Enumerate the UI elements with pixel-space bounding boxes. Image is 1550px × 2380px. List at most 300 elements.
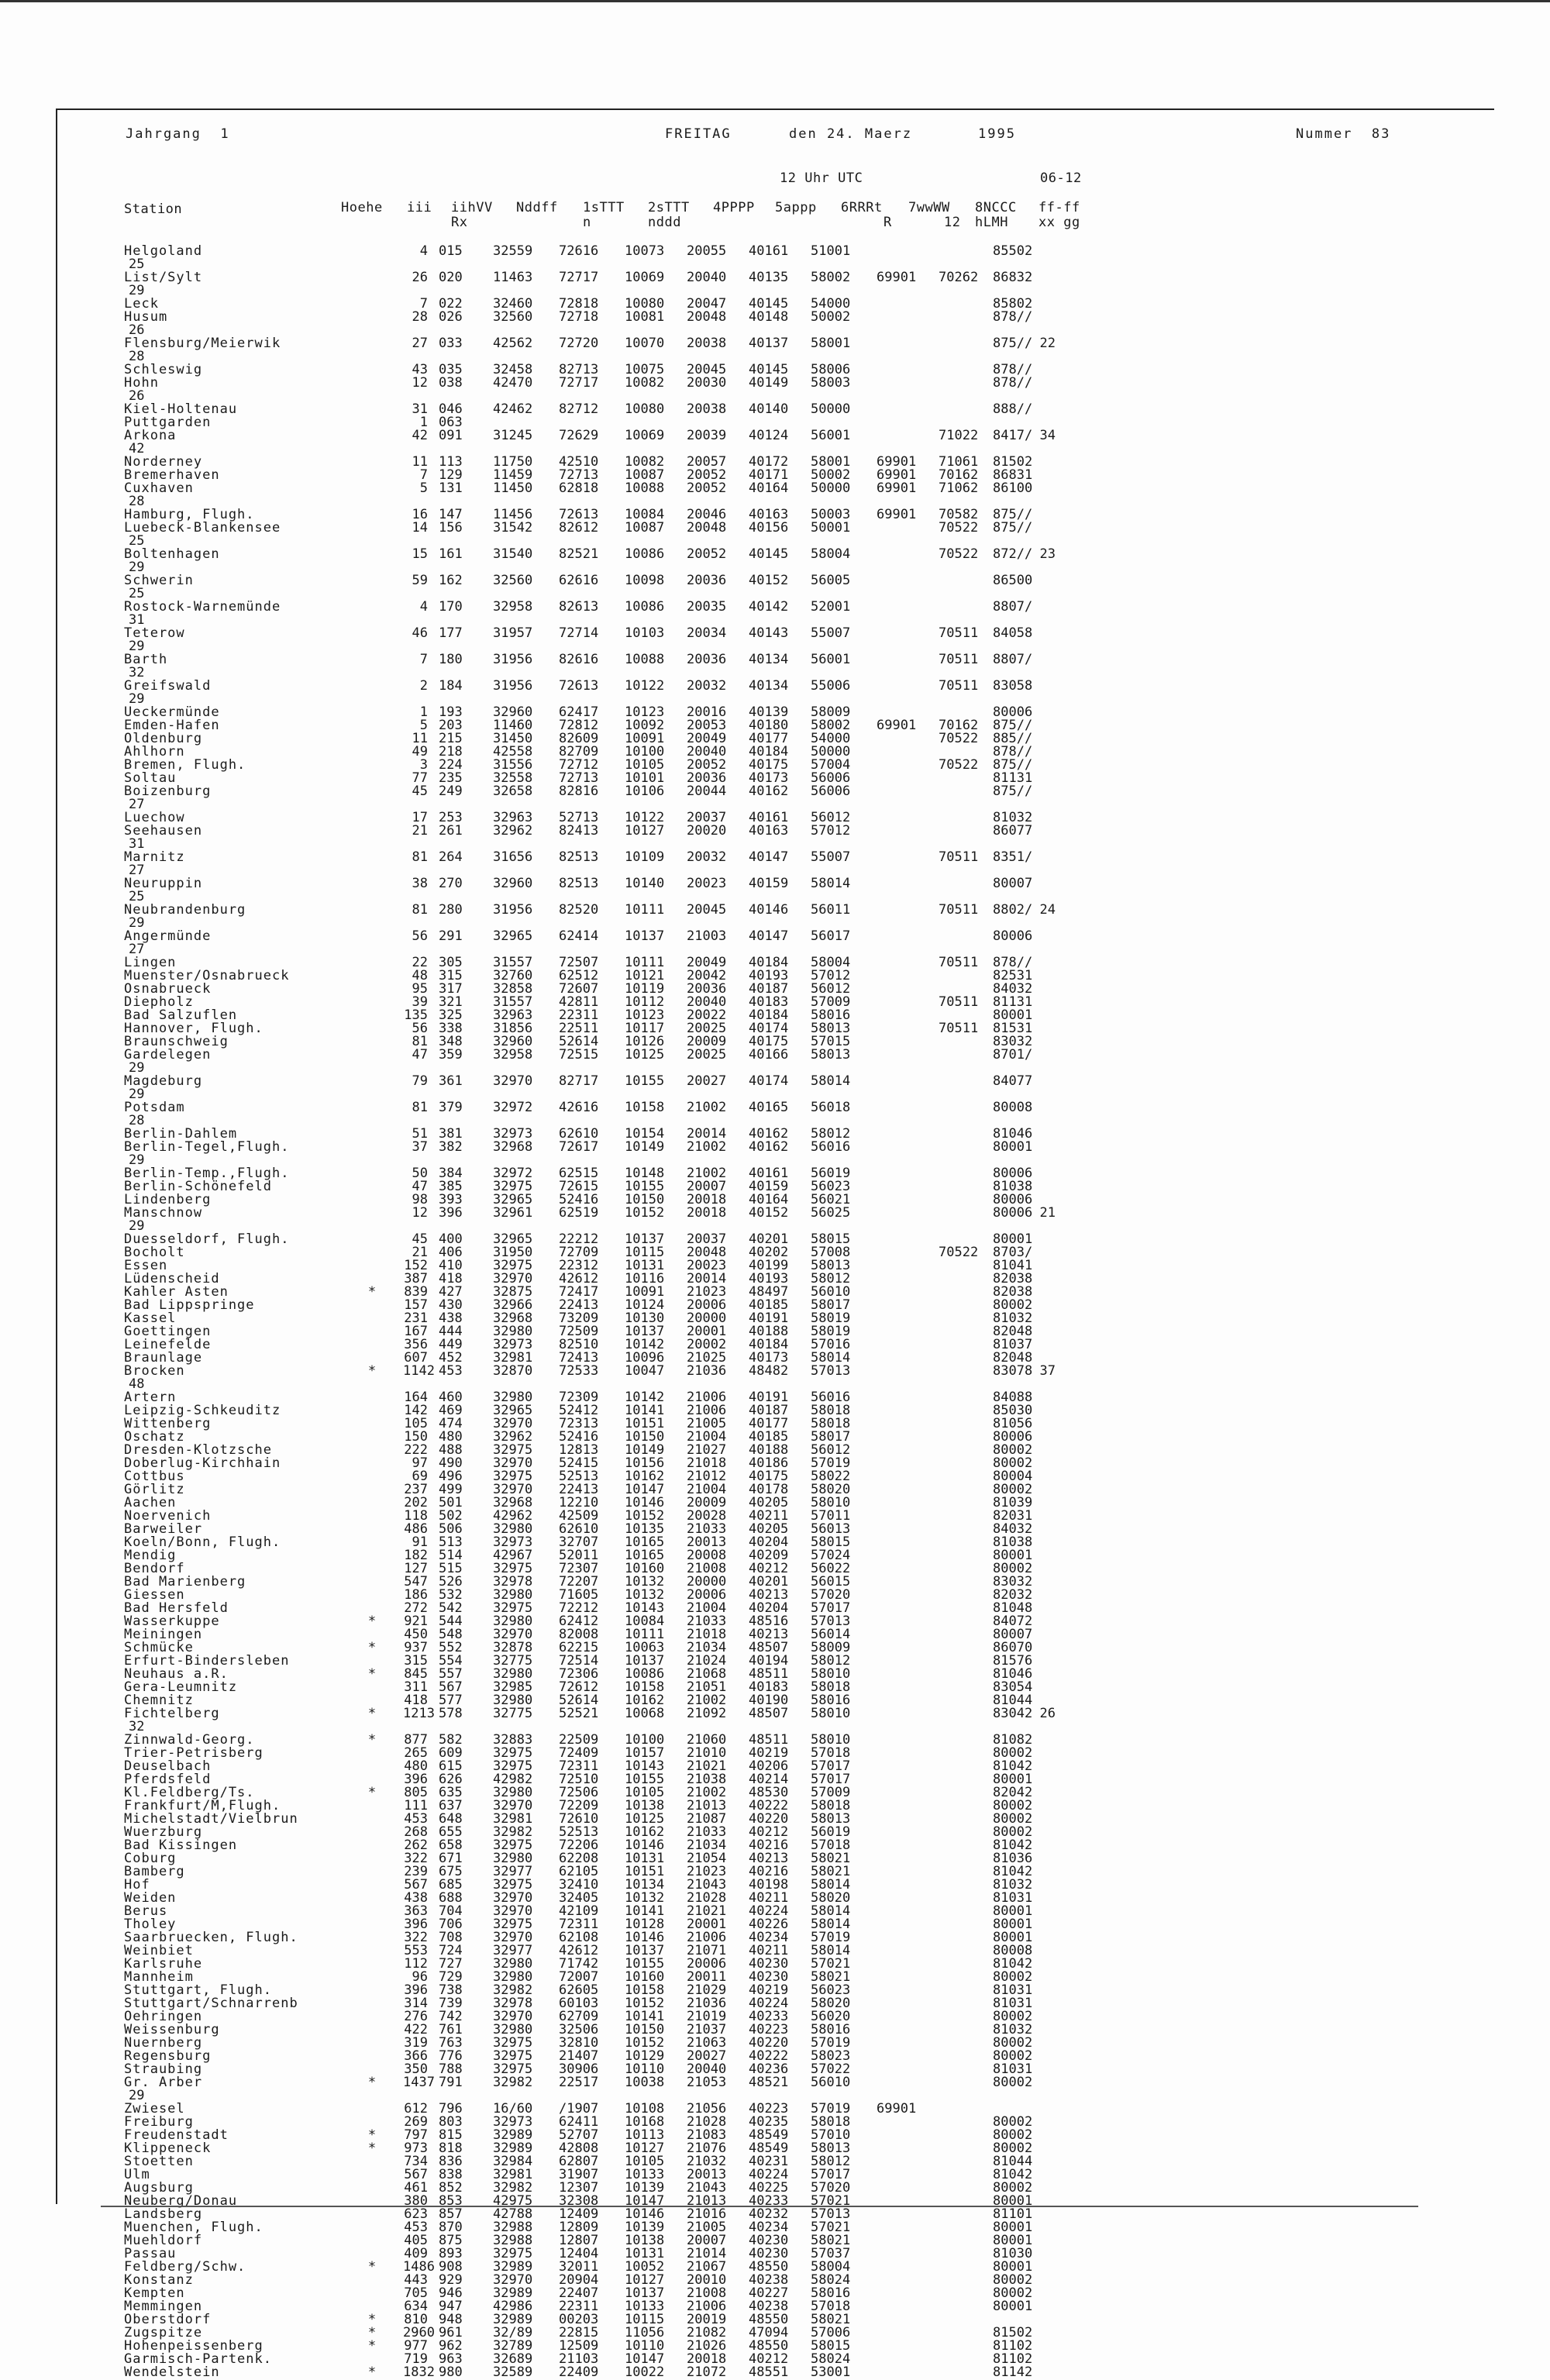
cell-5appp: 58013 — [811, 1021, 851, 1036]
cell-ffgg: 29 — [129, 1218, 145, 1234]
cell-1sttt: 10125 — [625, 1811, 665, 1827]
cell-iihvv: 31556 — [493, 757, 533, 773]
cell-iihvv: 32980 — [493, 1587, 533, 1603]
cell-4pppp: 48550 — [749, 2259, 789, 2275]
cell-7wwww: 70522 — [939, 757, 979, 773]
cell-station: Gr. Arber — [124, 2075, 203, 2090]
cell-nddff: 72311 — [559, 1758, 599, 1774]
cell-8nccc: 81042 — [993, 1956, 1033, 1972]
cell-station: Augsburg — [124, 2180, 194, 2196]
cell-iihvv: 32970 — [493, 1627, 533, 1642]
cell-4pppp: 48549 — [749, 2127, 789, 2143]
cell-5appp: 56011 — [811, 902, 851, 918]
cell-iihvv: 32970 — [493, 1482, 533, 1497]
cell-5appp: 58012 — [811, 2154, 851, 2169]
cell-iii: 438 — [439, 1311, 463, 1326]
cell-station: Lingen — [124, 955, 177, 970]
cell-station: Essen — [124, 1258, 168, 1273]
cell-hoehe: 322 — [404, 1930, 428, 1945]
cell-nddff: 72717 — [559, 375, 599, 391]
cell-2sttt: 21006 — [687, 1403, 727, 1418]
cell-iihvv: 32989 — [493, 2141, 533, 2156]
cell-station: Aachen — [124, 1495, 177, 1510]
cell-1sttt: 10142 — [625, 1337, 665, 1352]
cell-4pppp: 40216 — [749, 1838, 789, 1853]
cell-7wwww: 71062 — [939, 480, 979, 496]
cell-8nccc: 80002 — [993, 2075, 1033, 2090]
cell-mark: * — [367, 1614, 377, 1629]
cell-2sttt: 20048 — [687, 1245, 727, 1260]
cell-8nccc: 83054 — [993, 1679, 1033, 1695]
cell-iihvv: 32989 — [493, 2285, 533, 2301]
cell-hoehe: 202 — [404, 1495, 428, 1510]
cell-ffgg: 42 — [129, 441, 145, 456]
cell-station: Stoetten — [124, 2154, 194, 2169]
table-row — [124, 627, 1162, 653]
cell-iihvv: 32962 — [493, 823, 533, 839]
cell-6rrrt: 69901 — [877, 480, 917, 496]
cell-8nccc: 86070 — [993, 1640, 1033, 1655]
cell-5appp: 58012 — [811, 1653, 851, 1669]
cell-iii: 776 — [439, 2048, 463, 2064]
cell-5appp: 57009 — [811, 1785, 851, 1800]
cell-station: Mendig — [124, 1548, 177, 1563]
cell-1sttt: 10168 — [625, 2114, 665, 2130]
cell-ffxx: 34 — [1039, 428, 1056, 443]
cell-iihvv: 32970 — [493, 1271, 533, 1286]
cell-station: Ahlhorn — [124, 744, 185, 759]
cell-nddff: 72720 — [559, 336, 599, 351]
cell-5appp: 51001 — [811, 243, 851, 259]
cell-8nccc: 80002 — [993, 1969, 1033, 1985]
cell-8nccc: 8807/ — [993, 652, 1033, 667]
cell-iii: 184 — [439, 678, 463, 694]
cell-4pppp: 40198 — [749, 1877, 789, 1893]
cell-nddff: 72615 — [559, 1179, 599, 1194]
cell-2sttt: 20048 — [687, 309, 727, 325]
cell-2sttt: 20006 — [687, 1587, 727, 1603]
cell-iihvv: 31956 — [493, 678, 533, 694]
cell-5appp: 50002 — [811, 309, 851, 325]
cell-nddff: 22511 — [559, 1021, 599, 1036]
cell-5appp: 53001 — [811, 2365, 851, 2380]
cell-iii: 515 — [439, 1561, 463, 1576]
cell-ffxx: 22 — [1039, 336, 1056, 351]
cell-nddff: 72514 — [559, 1653, 599, 1669]
cell-iii: 131 — [439, 480, 463, 496]
cell-5appp: 56012 — [811, 981, 851, 997]
cell-7wwww: 70162 — [939, 467, 979, 483]
cell-4pppp: 40238 — [749, 2299, 789, 2314]
cell-5appp: 58004 — [811, 546, 851, 562]
cell-iihvv: 32980 — [493, 1851, 533, 1866]
cell-iii: 948 — [439, 2312, 463, 2327]
cell-8nccc: 80002 — [993, 2285, 1033, 2301]
cell-nddff: 82520 — [559, 902, 599, 918]
cell-8nccc: 80002 — [993, 2048, 1033, 2064]
cell-station: Helgoland — [124, 243, 203, 259]
year-label: 1995 — [978, 126, 1016, 142]
cell-4pppp: 40191 — [749, 1311, 789, 1326]
cell-8nccc: 81044 — [993, 2154, 1033, 2169]
cell-nddff: 82816 — [559, 784, 599, 799]
cell-4pppp: 40230 — [749, 1956, 789, 1972]
cell-ffgg: 31 — [129, 612, 145, 628]
cell-station: Tholey — [124, 1917, 177, 1932]
cell-hoehe: 22 — [412, 955, 428, 970]
cell-nddff: 22413 — [559, 1482, 599, 1497]
cell-mark: * — [367, 2325, 377, 2340]
cell-hoehe: 4 — [419, 243, 428, 259]
cell-iii: 501 — [439, 1495, 463, 1510]
cell-4pppp: 40175 — [749, 757, 789, 773]
cell-5appp: 58009 — [811, 704, 851, 720]
cell-iii: 469 — [439, 1403, 463, 1418]
table-row — [124, 2247, 1162, 2261]
cell-iii: 338 — [439, 1021, 463, 1036]
cell-hoehe: 1213 — [403, 1706, 435, 1721]
cell-2sttt: 20052 — [687, 757, 727, 773]
cell-1sttt: 10073 — [625, 243, 665, 259]
cell-5appp: 58004 — [811, 955, 851, 970]
cell-iii: 729 — [439, 1969, 463, 1985]
cell-8nccc: 872// — [993, 546, 1033, 562]
cell-station: Schmücke — [124, 1640, 194, 1655]
cell-hoehe: 269 — [404, 2114, 428, 2130]
cell-station: Kassel — [124, 1311, 177, 1326]
cell-station: Ulm — [124, 2167, 150, 2182]
cell-nddff: 52614 — [559, 1693, 599, 1708]
cell-hoehe: 164 — [404, 1390, 428, 1405]
cell-5appp: 56022 — [811, 1561, 851, 1576]
cell-4pppp: 40147 — [749, 928, 789, 944]
cell-2sttt: 20007 — [687, 1179, 727, 1194]
cell-station: Magdeburg — [124, 1073, 203, 1089]
cell-4pppp: 48530 — [749, 1785, 789, 1800]
cell-nddff: 31907 — [559, 2167, 599, 2182]
cell-station: Neuhaus a.R. — [124, 1666, 229, 1682]
cell-7wwww: 70511 — [939, 652, 979, 667]
cell-nddff: 52521 — [559, 1706, 599, 1721]
cell-station: Greifswald — [124, 678, 212, 694]
cell-2sttt: 21029 — [687, 1982, 727, 1998]
cell-5appp: 56023 — [811, 1179, 851, 1194]
cell-iihvv: 42788 — [493, 2206, 533, 2222]
cell-iii: 514 — [439, 1548, 463, 1563]
cell-nddff: 42612 — [559, 1943, 599, 1958]
cell-1sttt: 10155 — [625, 1073, 665, 1089]
cell-4pppp: 40139 — [749, 704, 789, 720]
cell-nddff: 21407 — [559, 2048, 599, 2064]
cell-2sttt: 21010 — [687, 1745, 727, 1761]
cell-4pppp: 48497 — [749, 1284, 789, 1300]
cell-nddff: 22509 — [559, 1732, 599, 1748]
cell-nddff: 72311 — [559, 1917, 599, 1932]
cell-hoehe: 43 — [412, 362, 428, 377]
cell-4pppp: 40201 — [749, 1574, 789, 1590]
cell-nddff: 52614 — [559, 1034, 599, 1049]
cell-4pppp: 40234 — [749, 2220, 789, 2235]
cell-8nccc: 875// — [993, 718, 1033, 733]
cell-8nccc: 80006 — [993, 1205, 1033, 1221]
cell-iii: 980 — [439, 2365, 463, 2380]
cell-8nccc: 80001 — [993, 2220, 1033, 2235]
cell-nddff: 72417 — [559, 1284, 599, 1300]
cell-nddff: 72313 — [559, 1416, 599, 1431]
cell-8nccc: 81031 — [993, 2061, 1033, 2077]
cell-station: Muenchen, Flugh. — [124, 2220, 264, 2235]
cell-iihvv: 32589 — [493, 2365, 533, 2380]
cell-iihvv: 32970 — [493, 1798, 533, 1813]
cell-station: Berlin-Temp.,Flugh. — [124, 1166, 290, 1181]
cell-iihvv: 32982 — [493, 2180, 533, 2196]
cell-nddff: 72515 — [559, 1047, 599, 1063]
cell-8nccc: 8802/ — [993, 902, 1033, 918]
cell-8nccc: 878// — [993, 309, 1033, 325]
cell-1sttt: 10100 — [625, 744, 665, 759]
cell-4pppp: 48507 — [749, 1706, 789, 1721]
cell-hoehe: 81 — [412, 1100, 428, 1115]
cell-hoehe: 150 — [404, 1429, 428, 1445]
cell-station: Hamburg, Flugh. — [124, 507, 255, 522]
cell-5appp: 50001 — [811, 520, 851, 536]
cell-iihvv: 32963 — [493, 1007, 533, 1023]
cell-8nccc: 80001 — [993, 2233, 1033, 2248]
cell-5appp: 57018 — [811, 2299, 851, 2314]
cell-hoehe: 51 — [412, 1126, 428, 1142]
cell-2sttt: 20018 — [687, 1205, 727, 1221]
cell-2sttt: 21043 — [687, 2180, 727, 2196]
cell-1sttt: 10157 — [625, 1745, 665, 1761]
cell-2sttt: 20014 — [687, 1126, 727, 1142]
cell-iihvv: 31557 — [493, 955, 533, 970]
cell-iihvv: 11463 — [493, 270, 533, 285]
cell-1sttt: 10131 — [625, 1258, 665, 1273]
table-row — [124, 1707, 1162, 1734]
cell-hoehe: 977 — [404, 2338, 428, 2354]
cell-hoehe: 12 — [412, 1205, 428, 1221]
cell-7wwww: 70511 — [939, 902, 979, 918]
cell-5appp: 56001 — [811, 652, 851, 667]
cell-8nccc: 84058 — [993, 625, 1033, 641]
cell-station: Bocholt — [124, 1245, 185, 1260]
cell-iihvv: 32975 — [493, 2048, 533, 2064]
cell-5appp: 58014 — [811, 876, 851, 891]
cell-iii: 400 — [439, 1231, 463, 1247]
cell-4pppp: 40177 — [749, 731, 789, 746]
cell-nddff: 82612 — [559, 520, 599, 536]
cell-station: Meiningen — [124, 1627, 203, 1642]
cell-station: Leipzig-Schkeuditz — [124, 1403, 281, 1418]
cell-5appp: 57017 — [811, 1600, 851, 1616]
cell-hoehe: 118 — [404, 1508, 428, 1524]
cell-station: Garmisch-Partenk. — [124, 2351, 272, 2367]
cell-station: Freiburg — [124, 2114, 194, 2130]
table-row — [124, 2353, 1162, 2366]
cell-1sttt: 10098 — [625, 573, 665, 588]
cell-iii: 893 — [439, 2246, 463, 2261]
cell-iii: 270 — [439, 876, 463, 891]
cell-station: Berus — [124, 1903, 168, 1919]
cell-4pppp: 40184 — [749, 1337, 789, 1352]
cell-2sttt: 20049 — [687, 955, 727, 970]
cell-5appp: 57008 — [811, 1245, 851, 1260]
cell-hoehe: 734 — [404, 2154, 428, 2169]
cell-station: Braunlage — [124, 1350, 203, 1366]
cell-ffgg: 29 — [129, 1152, 145, 1168]
cell-5appp: 56006 — [811, 770, 851, 786]
cell-1sttt: 10080 — [625, 296, 665, 312]
cell-hoehe: 262 — [404, 1838, 428, 1853]
cell-8nccc: 81031 — [993, 1982, 1033, 1998]
cell-station: Doberlug-Kirchhain — [124, 1455, 281, 1471]
cell-mark: * — [367, 1640, 377, 1655]
cell-iihvv: 32970 — [493, 1455, 533, 1471]
cell-2sttt: 21083 — [687, 2127, 727, 2143]
cell-2sttt: 21053 — [687, 2075, 727, 2090]
cell-1sttt: 10105 — [625, 2154, 665, 2169]
cell-4pppp: 40152 — [749, 1205, 789, 1221]
cell-iii: 449 — [439, 1337, 463, 1352]
cell-2sttt: 20036 — [687, 573, 727, 588]
cell-hoehe: 405 — [404, 2233, 428, 2248]
cell-1sttt: 10158 — [625, 1679, 665, 1695]
cell-8nccc: 80001 — [993, 1139, 1033, 1155]
cell-8nccc: 875// — [993, 784, 1033, 799]
cell-nddff: 42612 — [559, 1271, 599, 1286]
cell-hoehe: 237 — [404, 1482, 428, 1497]
cell-8nccc: 81576 — [993, 1653, 1033, 1669]
cell-iihvv: 32978 — [493, 1574, 533, 1590]
cell-1sttt: 10152 — [625, 1996, 665, 2011]
cell-5appp: 58012 — [811, 1126, 851, 1142]
cell-iii: 582 — [439, 1732, 463, 1748]
cell-nddff: 72533 — [559, 1363, 599, 1379]
cell-7wwww: 70511 — [939, 625, 979, 641]
cell-nddff: 72209 — [559, 1798, 599, 1813]
col-iihvv: iihVV — [451, 200, 493, 215]
cell-iii: 609 — [439, 1745, 463, 1761]
cell-8nccc: 878// — [993, 362, 1033, 377]
cell-nddff: 82712 — [559, 401, 599, 417]
cell-ffgg: 29 — [129, 1060, 145, 1076]
cell-nddff: 72309 — [559, 1390, 599, 1405]
table-row — [124, 653, 1162, 680]
cell-nddff: 62512 — [559, 968, 599, 983]
cell-4pppp: 40146 — [749, 902, 789, 918]
cell-nddff: 82413 — [559, 823, 599, 839]
cell-4pppp: 40213 — [749, 1851, 789, 1866]
cell-station: Lüdenscheid — [124, 1271, 220, 1286]
cell-iii: 264 — [439, 849, 463, 865]
cell-8nccc: 875// — [993, 520, 1033, 536]
cell-4pppp: 40211 — [749, 1943, 789, 1958]
cell-5appp: 54000 — [811, 296, 851, 312]
cell-5appp: 50003 — [811, 507, 851, 522]
cell-station: Muehldorf — [124, 2233, 203, 2248]
cell-8nccc: 81046 — [993, 1126, 1033, 1142]
table-row — [124, 1365, 1162, 1391]
cell-8nccc: 81082 — [993, 1732, 1033, 1748]
cell-4pppp: 40156 — [749, 520, 789, 536]
cell-hoehe: 27 — [412, 336, 428, 351]
cell-7wwww: 71022 — [939, 428, 979, 443]
cell-iihvv: 31956 — [493, 652, 533, 667]
cell-5appp: 58021 — [811, 1864, 851, 1879]
cell-2sttt: 20045 — [687, 362, 727, 377]
cell-nddff: 82510 — [559, 1337, 599, 1352]
cell-8nccc: 80001 — [993, 2299, 1033, 2314]
cell-8nccc: 80001 — [993, 1917, 1033, 1932]
cell-4pppp: 40186 — [749, 1455, 789, 1471]
cell-1sttt: 10155 — [625, 1179, 665, 1194]
cell-iihvv: 32458 — [493, 362, 533, 377]
cell-nddff: 22212 — [559, 1231, 599, 1247]
cell-hoehe: 79 — [412, 1073, 428, 1089]
col-iihvv-sub: Rx — [451, 215, 468, 230]
cell-station: Oschatz — [124, 1429, 185, 1445]
cell-1sttt: 10070 — [625, 336, 665, 351]
cell-8nccc: 80002 — [993, 1455, 1033, 1471]
cell-1sttt: 10137 — [625, 1231, 665, 1247]
cell-5appp: 57013 — [811, 1614, 851, 1629]
cell-4pppp: 40162 — [749, 1139, 789, 1155]
cell-iihvv: 32975 — [493, 2061, 533, 2077]
cell-4pppp: 40175 — [749, 1034, 789, 1049]
cell-8nccc: 83078 — [993, 1363, 1033, 1379]
cell-1sttt: 10160 — [625, 1969, 665, 1985]
cell-iii: 291 — [439, 928, 463, 944]
cell-4pppp: 40143 — [749, 625, 789, 641]
cell-nddff: 32810 — [559, 2035, 599, 2051]
cell-iihvv: 32970 — [493, 1073, 533, 1089]
cell-iii: 857 — [439, 2206, 463, 2222]
cell-5appp: 58020 — [811, 1890, 851, 1906]
cell-2sttt: 20027 — [687, 1073, 727, 1089]
cell-8nccc: 80001 — [993, 1903, 1033, 1919]
cell-ffxx: 37 — [1039, 1363, 1056, 1379]
cell-1sttt: 10127 — [625, 2272, 665, 2288]
cell-4pppp: 40238 — [749, 2272, 789, 2288]
cell-2sttt: 21002 — [687, 1785, 727, 1800]
cell-iihvv: 32988 — [493, 2220, 533, 2235]
cell-hoehe: 7 — [419, 467, 428, 483]
col-7wwww-sub: 12 — [944, 215, 961, 230]
cell-2sttt: 21072 — [687, 2365, 727, 2380]
cell-4pppp: 48507 — [749, 1640, 789, 1655]
cell-nddff: 72607 — [559, 981, 599, 997]
cell-4pppp: 40188 — [749, 1324, 789, 1339]
cell-6rrrt: 69901 — [877, 467, 917, 483]
cell-iii: 708 — [439, 1930, 463, 1945]
cell-8nccc: 81031 — [993, 1996, 1033, 2011]
cell-5appp: 57018 — [811, 1838, 851, 1853]
cell-iii: 796 — [439, 2101, 463, 2117]
cell-8nccc: 80002 — [993, 2127, 1033, 2143]
cell-2sttt: 20034 — [687, 625, 727, 641]
cell-5appp: 58021 — [811, 1969, 851, 1985]
cell-nddff: 12210 — [559, 1495, 599, 1510]
table-row — [124, 429, 1162, 456]
cell-4pppp: 40185 — [749, 1297, 789, 1313]
cell-1sttt: 10151 — [625, 1416, 665, 1431]
cell-ffgg: 29 — [129, 915, 145, 931]
col-ff: ff-ff — [1038, 200, 1080, 215]
cell-station: Oberstdorf — [124, 2312, 212, 2327]
cell-4pppp: 40145 — [749, 362, 789, 377]
cell-hoehe: 239 — [404, 1864, 428, 1879]
cell-hoehe: 547 — [404, 1574, 428, 1590]
